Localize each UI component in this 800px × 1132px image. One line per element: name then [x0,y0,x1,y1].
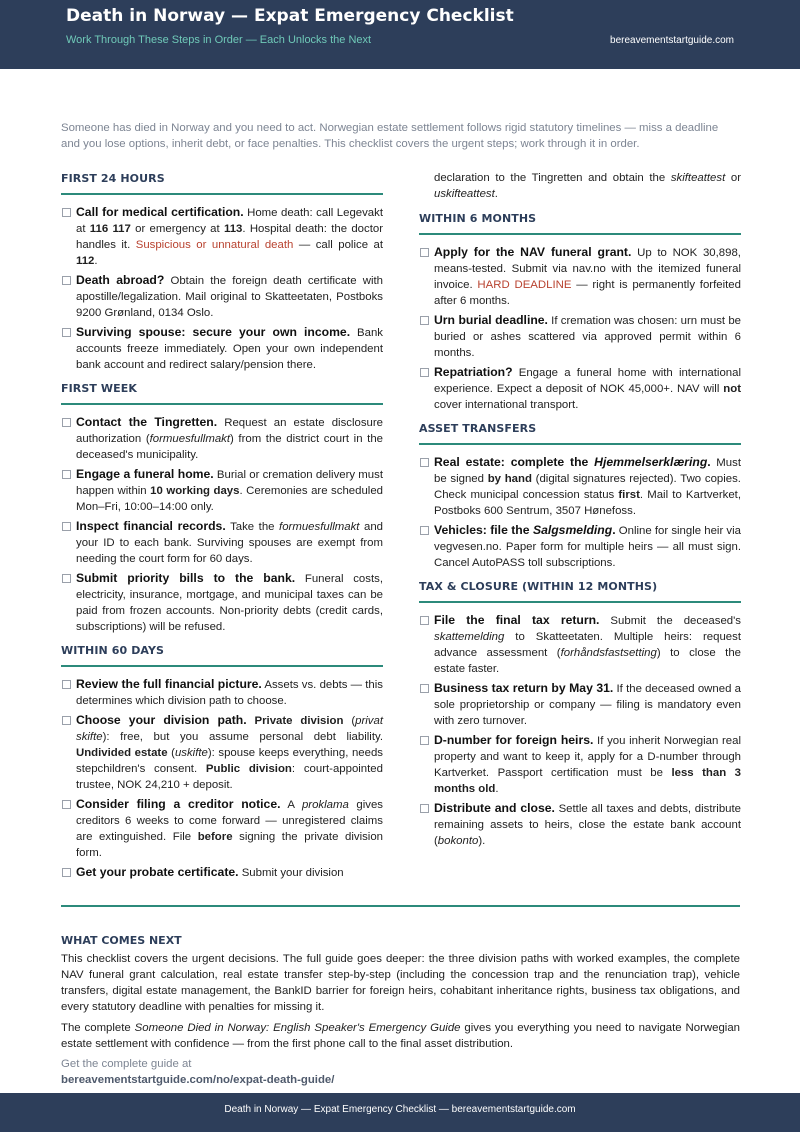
section-heading: FIRST 24 HOURS [61,172,383,195]
checklist-item: File the final tax return. Submit the deceased's skattemelding to Skatteetaten. Multiple heirs: request advance assessment (forhåndsfastsetting) to close the estate faster. [419,612,741,677]
section-within-6-months [419,212,741,413]
checklist-item: Consider filing a creditor notice. A proklama gives creditors 6 weeks to come forward — unregistered claims are extinguished. File before signing the private division form. [61,796,383,861]
checklist-item: Vehicles: file the Salgsmelding. Online for single heir via vegvesen.no. Paper form for multiple heirs — all must sign. Cancel AutoPASS toll subscriptions. [419,522,741,571]
checkbox[interactable] [420,248,429,257]
checkbox[interactable] [62,418,71,427]
section-first-24-hours [61,172,383,373]
checkbox[interactable] [420,458,429,467]
site-link[interactable]: bereavementstartguide.com [610,35,734,46]
checkbox[interactable] [420,316,429,325]
what-comes-next-paragraph: This checklist covers the urgent decisions. The full guide goes deeper: the three division paths with worked examples, the complete NAV funeral grant calculation, real estate transfer step-by-step (including the concession trap and the renunciation trap), vehicle transfers, digital estate management, the BankID barrier for foreign heirs, cohabitant inheritance rights, business tax obligations, and every statutory deadline with penalties for missing it. [61,953,740,1013]
checkbox[interactable] [62,800,71,809]
page-title: Death in Norway — Expat Emergency Checklist [66,6,514,26]
section-heading: ASSET TRANSFERS [419,422,741,445]
guide-link[interactable]: bereavementstartguide.com/no/expat-death-guide/ [61,1074,335,1086]
page-subtitle: Work Through These Steps in Order — Each Unlocks the Next [66,34,372,46]
checkbox[interactable] [420,736,429,745]
checkbox[interactable] [420,368,429,377]
section-asset-transfers [419,422,741,571]
checklist-item: Business tax return by May 31. If the deceased owned a sole proprietorship or company — filing is mandatory even with zero turnover. [419,680,741,729]
page-footer: Death in Norway — Expat Emergency Checklist — bereavementstartguide.com [0,1093,800,1132]
warning-text: Suspicious or unnatural death [135,239,294,251]
checklist-item: D-number for foreign heirs. If you inherit Norwegian real property and want to keep it, apply for a D-number through Kartverket. Passport certification must be less than 3 months old. [419,732,741,797]
guide-promo-paragraph: The complete Someone Died in Norway: English Speaker's Emergency Guide gives you everything you need to navigate Norwegian estate settlement with confidence — from the first phone call to the final asset distribution. [61,1022,740,1050]
checkbox[interactable] [420,526,429,535]
warning-text: HARD DEADLINE [477,279,572,291]
checklist-item: Choose your division path. Private division (privat skifte): free, but you assume personal debt liability. Undivided estate (uskifte): spouse keeps everything, needs stepchildren's consent. Public division: court-appointed trustee, NOK 24,210 + deposit. [61,712,383,793]
checkbox[interactable] [62,208,71,217]
section-heading: FIRST WEEK [61,382,383,405]
checkbox[interactable] [62,680,71,689]
checklist-item: Death abroad? Obtain the foreign death certificate with apostille/legalization. Mail original to Skatteetaten, Postboks 9200 Grønland, 0134 Oslo. [61,272,383,321]
checkbox[interactable] [62,276,71,285]
checkbox[interactable] [62,522,71,531]
checklist-item: Submit priority bills to the bank. Funeral costs, electricity, insurance, mortgage, and municipal taxes can be paid from frozen accounts. Non-priority debts (credit cards, subscriptions) will be refused. [61,570,383,635]
right-column [419,170,741,852]
section-tax-closure [419,580,741,849]
checklist-item: Review the full financial picture. Assets vs. debts — this determines which division path to choose. [61,676,383,709]
checklist-item: Distribute and close. Settle all taxes and debts, distribute remaining assets to heirs, close the estate bank account (bokonto). [419,800,741,849]
checkbox[interactable] [62,328,71,337]
section-divider [61,905,740,907]
checklist-item: Surviving spouse: secure your own income. Bank accounts freeze immediately. Open your own independent bank account and redirect salary/pension there. [61,324,383,373]
checkbox[interactable] [62,868,71,877]
checklist-item: Get your probate certificate. Submit your division [61,864,383,881]
section-heading: WITHIN 6 MONTHS [419,212,741,235]
left-column [61,170,383,884]
section-within-60-days [61,644,383,881]
checklist-item: Apply for the NAV funeral grant. Up to NOK 30,898, means-tested. Submit via nav.no with the itemized funeral invoice. HARD DEADLINE — right is permanently forfeited after 6 months. [419,244,741,309]
checklist-item: Real estate: complete the Hjemmelserklæring. Must be signed by hand (digital signatures rejected). Two copies. Check municipal concession status first. Mail to Kartverket, Postboks 600 Sentrum, 3507 Hønefoss. [419,454,741,519]
checkbox[interactable] [420,616,429,625]
continued-text: declaration to the Tingretten and obtain the skifteattest or uskifteattest. [434,172,741,200]
checklist-item: Engage a funeral home. Burial or cremation delivery must happen within 10 working days. Ceremonies are scheduled Mon–Fri, 10:00–14:00 only. [61,466,383,515]
checklist-item: Urn burial deadline. If cremation was chosen: urn must be buried or ashes scattered via approved permit within 6 months. [419,312,741,361]
checklist-item: Contact the Tingretten. Request an estate disclosure authorization (formuesfullmakt) from the district court in the deceased's municipality. [61,414,383,463]
checklist-item: Inspect financial records. Take the formuesfullmakt and your ID to each bank. Surviving spouses are exempt from needing the court form for 60 days. [61,518,383,567]
checkbox[interactable] [62,574,71,583]
checkbox[interactable] [62,470,71,479]
page-header [0,0,800,69]
section-first-week [61,382,383,635]
checkbox[interactable] [420,684,429,693]
checklist-item: Repatriation? Engage a funeral home with international experience. Expect a deposit of NOK 45,000+. NAV will not cover international transport. [419,364,741,413]
section-heading: WITHIN 60 DAYS [61,644,383,667]
intro-paragraph: Someone has died in Norway and you need to act. Norwegian estate settlement follows rigid statutory timelines — miss a deadline and you lose options, inherit debt, or face penalties. This checklist covers the urgent steps; work through it in order. [61,122,719,150]
checkbox[interactable] [420,804,429,813]
checkbox[interactable] [62,716,71,725]
checklist-item: Call for medical certification. Home death: call Legevakt at 116 117 or emergency at 113. Hospital death: the doctor handles it. Suspicious or unnatural death — call police at 112. [61,204,383,269]
section-heading: TAX & CLOSURE (WITHIN 12 MONTHS) [419,580,741,603]
what-comes-next-heading: WHAT COMES NEXT [61,934,182,947]
cta-label: Get the complete guide at [61,1058,192,1070]
